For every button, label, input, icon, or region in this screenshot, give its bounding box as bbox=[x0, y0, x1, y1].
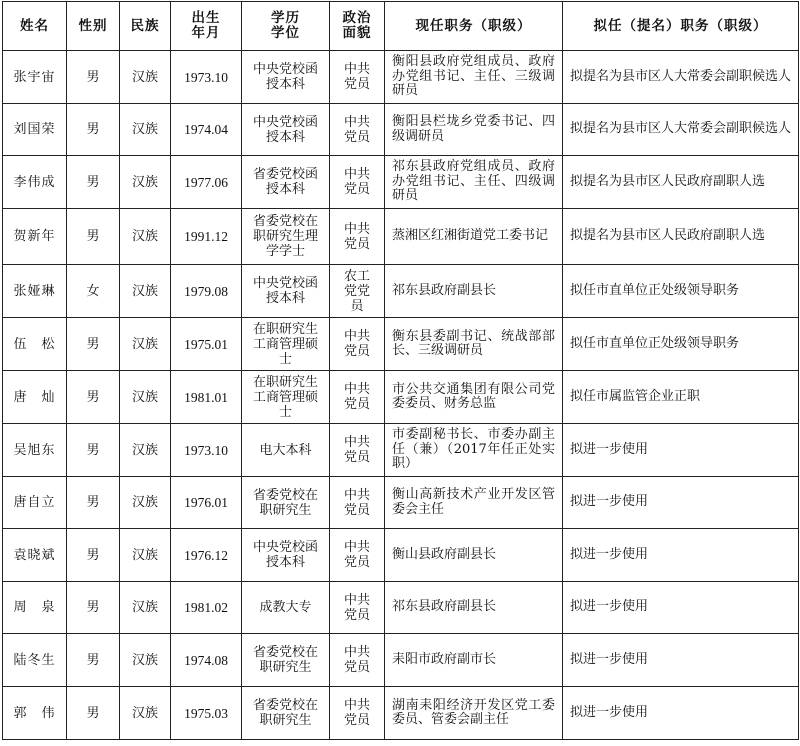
cell-gender: 男 bbox=[67, 156, 120, 209]
cell-education: 省委党校在职研究生理学学士 bbox=[242, 209, 330, 265]
cell-education: 电大本科 bbox=[242, 424, 330, 477]
cell-current-post: 衡阳县政府党组成员、政府办党组书记、主任、三级调研员 bbox=[385, 51, 563, 104]
cell-current-post: 市公共交通集团有限公司党委委员、财务总监 bbox=[385, 371, 563, 424]
cell-birth: 1973.10 bbox=[171, 51, 242, 104]
cell-proposed-post: 拟进一步使用 bbox=[563, 582, 799, 634]
cell-birth: 1975.01 bbox=[171, 318, 242, 371]
cell-proposed-post: 拟进一步使用 bbox=[563, 477, 799, 529]
cell-party: 中共党员 bbox=[330, 318, 385, 371]
cell-gender: 女 bbox=[67, 265, 120, 318]
header-current-post: 现任职务（职级） bbox=[385, 2, 563, 51]
cadre-table bbox=[2, 1, 799, 740]
cell-name: 袁晓斌 bbox=[3, 529, 67, 582]
cell-birth: 1974.04 bbox=[171, 104, 242, 156]
cell-education: 省委党校函授本科 bbox=[242, 156, 330, 209]
cell-proposed-post: 拟任市属监管企业正职 bbox=[563, 371, 799, 424]
cell-name: 吴旭东 bbox=[3, 424, 67, 477]
cell-education: 中央党校函授本科 bbox=[242, 529, 330, 582]
header-gender: 性别 bbox=[67, 2, 120, 51]
cell-proposed-post: 拟提名为县市区人民政府副职人选 bbox=[563, 209, 799, 265]
cell-current-post: 祁东县政府副县长 bbox=[385, 582, 563, 634]
cell-proposed-post: 拟进一步使用 bbox=[563, 687, 799, 740]
table-row bbox=[3, 265, 799, 318]
cell-gender: 男 bbox=[67, 209, 120, 265]
cell-party: 中共党员 bbox=[330, 156, 385, 209]
cell-current-post: 市委副秘书长、市委办副主任（兼）（2017年任正处实职） bbox=[385, 424, 563, 477]
cell-ethnicity: 汉族 bbox=[120, 209, 171, 265]
cell-current-post: 衡阳县栏垅乡党委书记、四级调研员 bbox=[385, 104, 563, 156]
cell-ethnicity: 汉族 bbox=[120, 529, 171, 582]
cell-gender: 男 bbox=[67, 371, 120, 424]
cell-current-post: 衡山高新技术产业开发区管委会主任 bbox=[385, 477, 563, 529]
cell-party: 中共党员 bbox=[330, 687, 385, 740]
cell-gender: 男 bbox=[67, 104, 120, 156]
table-row bbox=[3, 51, 799, 104]
cell-name: 李伟成 bbox=[3, 156, 67, 209]
header-name: 姓名 bbox=[3, 2, 67, 51]
table-row bbox=[3, 209, 799, 265]
table-row bbox=[3, 424, 799, 477]
cell-ethnicity: 汉族 bbox=[120, 156, 171, 209]
cell-ethnicity: 汉族 bbox=[120, 318, 171, 371]
cell-name: 唐自立 bbox=[3, 477, 67, 529]
cell-proposed-post: 拟任市直单位正处级领导职务 bbox=[563, 318, 799, 371]
cell-party: 中共党员 bbox=[330, 51, 385, 104]
cell-ethnicity: 汉族 bbox=[120, 265, 171, 318]
cell-gender: 男 bbox=[67, 582, 120, 634]
cell-name: 陆冬生 bbox=[3, 634, 67, 687]
cell-party: 中共党员 bbox=[330, 371, 385, 424]
cell-education: 中央党校函授本科 bbox=[242, 265, 330, 318]
cell-gender: 男 bbox=[67, 51, 120, 104]
cell-party: 中共党员 bbox=[330, 529, 385, 582]
header-row bbox=[3, 2, 799, 51]
cell-education: 成教大专 bbox=[242, 582, 330, 634]
cell-ethnicity: 汉族 bbox=[120, 104, 171, 156]
cell-birth: 1991.12 bbox=[171, 209, 242, 265]
cell-current-post: 蒸湘区红湘街道党工委书记 bbox=[385, 209, 563, 265]
cell-ethnicity: 汉族 bbox=[120, 371, 171, 424]
cell-party: 中共党员 bbox=[330, 424, 385, 477]
cell-proposed-post: 拟任市直单位正处级领导职务 bbox=[563, 265, 799, 318]
cell-education: 中央党校函授本科 bbox=[242, 51, 330, 104]
cell-education: 中央党校函授本科 bbox=[242, 104, 330, 156]
cell-proposed-post: 拟进一步使用 bbox=[563, 529, 799, 582]
cell-ethnicity: 汉族 bbox=[120, 582, 171, 634]
cell-party: 中共党员 bbox=[330, 477, 385, 529]
cell-education: 省委党校在职研究生 bbox=[242, 477, 330, 529]
cell-current-post: 祁东县政府党组成员、政府办党组书记、主任、四级调研员 bbox=[385, 156, 563, 209]
cell-ethnicity: 汉族 bbox=[120, 424, 171, 477]
header-education: 学历学位 bbox=[242, 2, 330, 51]
cell-birth: 1981.01 bbox=[171, 371, 242, 424]
cell-party: 中共党员 bbox=[330, 582, 385, 634]
cell-current-post: 祁东县政府副县长 bbox=[385, 265, 563, 318]
cell-current-post: 衡东县委副书记、统战部部长、三级调研员 bbox=[385, 318, 563, 371]
cell-ethnicity: 汉族 bbox=[120, 687, 171, 740]
cell-name: 郭 伟 bbox=[3, 687, 67, 740]
cell-current-post: 衡山县政府副县长 bbox=[385, 529, 563, 582]
cell-birth: 1973.10 bbox=[171, 424, 242, 477]
cell-current-post: 湖南耒阳经济开发区党工委委员、管委会副主任 bbox=[385, 687, 563, 740]
cell-gender: 男 bbox=[67, 634, 120, 687]
cell-ethnicity: 汉族 bbox=[120, 634, 171, 687]
cell-gender: 男 bbox=[67, 477, 120, 529]
cell-party: 中共党员 bbox=[330, 209, 385, 265]
header-birth: 出生年月 bbox=[171, 2, 242, 51]
table-row bbox=[3, 477, 799, 529]
cell-education: 省委党校在职研究生 bbox=[242, 687, 330, 740]
cell-name: 张宇宙 bbox=[3, 51, 67, 104]
table-row bbox=[3, 529, 799, 582]
cell-name: 张娅琳 bbox=[3, 265, 67, 318]
table-row bbox=[3, 156, 799, 209]
cell-birth: 1974.08 bbox=[171, 634, 242, 687]
cell-party: 农工党党员 bbox=[330, 265, 385, 318]
cell-birth: 1976.01 bbox=[171, 477, 242, 529]
cell-name: 伍 松 bbox=[3, 318, 67, 371]
cell-birth: 1981.02 bbox=[171, 582, 242, 634]
cell-gender: 男 bbox=[67, 318, 120, 371]
cell-education: 在职研究生工商管理硕士 bbox=[242, 318, 330, 371]
cell-gender: 男 bbox=[67, 424, 120, 477]
cell-name: 刘国荣 bbox=[3, 104, 67, 156]
cell-proposed-post: 拟提名为县市区人大常委会副职候选人 bbox=[563, 51, 799, 104]
cell-party: 中共党员 bbox=[330, 104, 385, 156]
cell-name: 周 泉 bbox=[3, 582, 67, 634]
cell-birth: 1979.08 bbox=[171, 265, 242, 318]
cell-birth: 1977.06 bbox=[171, 156, 242, 209]
cell-education: 在职研究生工商管理硕士 bbox=[242, 371, 330, 424]
cell-ethnicity: 汉族 bbox=[120, 477, 171, 529]
cell-gender: 男 bbox=[67, 529, 120, 582]
cell-name: 唐 灿 bbox=[3, 371, 67, 424]
table-row bbox=[3, 687, 799, 740]
cell-party: 中共党员 bbox=[330, 634, 385, 687]
cell-proposed-post: 拟提名为县市区人民政府副职人选 bbox=[563, 156, 799, 209]
header-ethnicity: 民族 bbox=[120, 2, 171, 51]
cell-proposed-post: 拟提名为县市区人大常委会副职候选人 bbox=[563, 104, 799, 156]
cell-name: 贺新年 bbox=[3, 209, 67, 265]
table-row bbox=[3, 582, 799, 634]
table-row bbox=[3, 104, 799, 156]
cell-proposed-post: 拟进一步使用 bbox=[563, 634, 799, 687]
cell-proposed-post: 拟进一步使用 bbox=[563, 424, 799, 477]
cell-birth: 1976.12 bbox=[171, 529, 242, 582]
cell-gender: 男 bbox=[67, 687, 120, 740]
header-proposed-post: 拟任（提名）职务（职级） bbox=[563, 2, 799, 51]
cell-education: 省委党校在职研究生 bbox=[242, 634, 330, 687]
table-row bbox=[3, 371, 799, 424]
cell-current-post: 耒阳市政府副市长 bbox=[385, 634, 563, 687]
table-row bbox=[3, 318, 799, 371]
cell-birth: 1975.03 bbox=[171, 687, 242, 740]
cell-ethnicity: 汉族 bbox=[120, 51, 171, 104]
header-party: 政治面貌 bbox=[330, 2, 385, 51]
table-row bbox=[3, 634, 799, 687]
